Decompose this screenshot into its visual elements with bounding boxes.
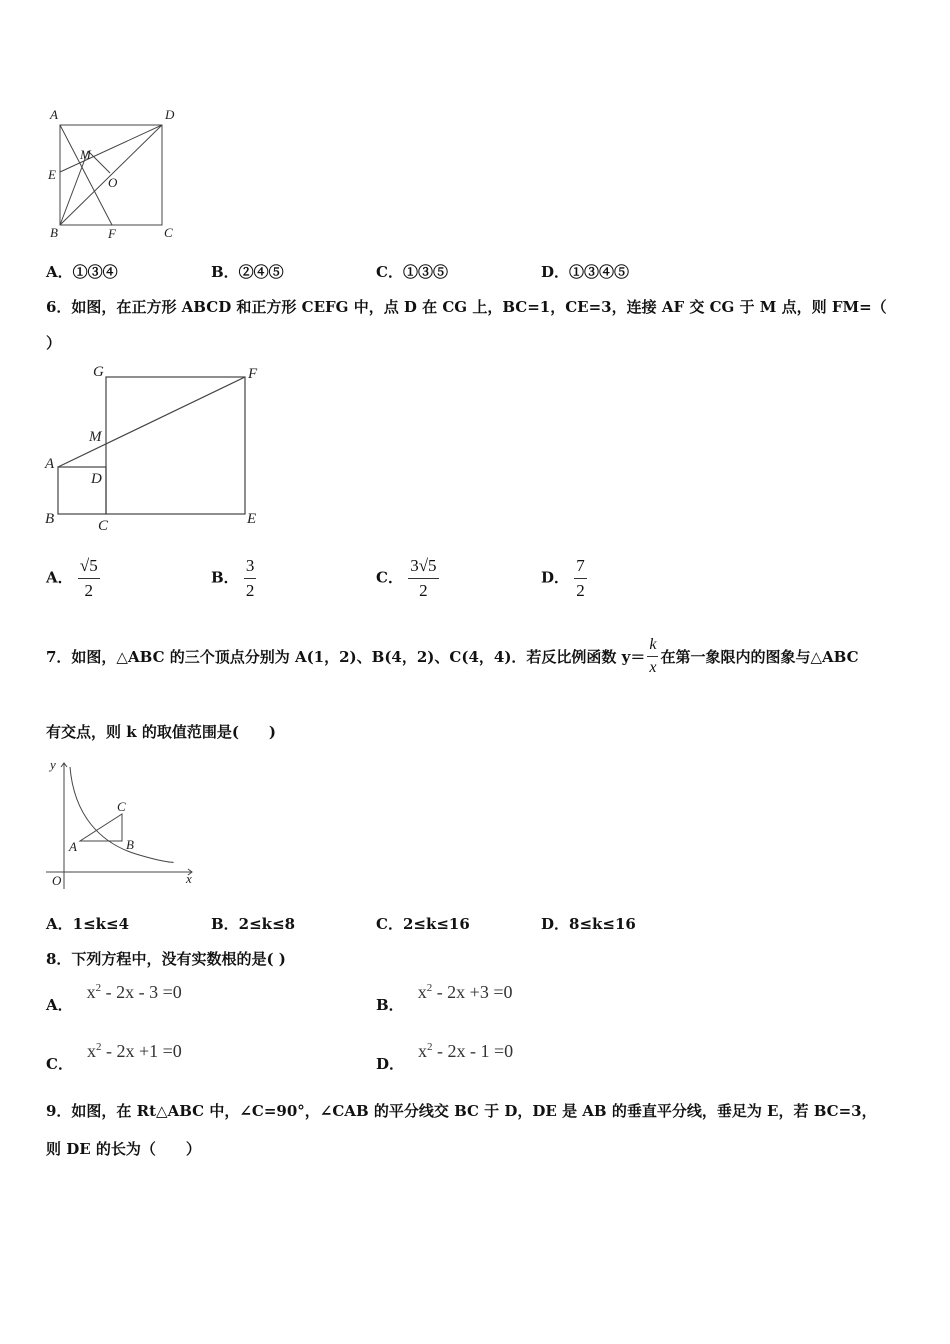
q6-figure bbox=[40, 360, 270, 535]
q6-option-c-den: 2 bbox=[419, 581, 428, 600]
q7-label-c: C bbox=[117, 799, 126, 814]
q8-b-rest: - 2x +3 =0 bbox=[432, 982, 513, 1002]
q6-label-b: B bbox=[45, 511, 55, 527]
q8-option-b-equation bbox=[418, 982, 513, 1003]
q5-label-m: M bbox=[80, 147, 91, 162]
q8-option-d-equation bbox=[418, 1041, 513, 1062]
q5-label-b: B bbox=[50, 225, 58, 240]
q5-option-a[interactable]: A．①③④ bbox=[46, 263, 118, 281]
q6-label-c: C bbox=[98, 518, 109, 534]
q5-option-d[interactable]: D．①③④⑤ bbox=[541, 263, 630, 281]
q8-option-b[interactable] bbox=[376, 982, 512, 1015]
q6-square-cefg bbox=[106, 377, 245, 514]
q8-c-exp: 2 bbox=[95, 1041, 102, 1053]
q7-label-y: y bbox=[50, 757, 56, 772]
q6-label-d: D bbox=[91, 471, 102, 487]
q6-option-c-num: 3√5 bbox=[408, 556, 438, 579]
q6-option-d-fraction bbox=[574, 556, 587, 601]
q7-label-b: B bbox=[126, 837, 134, 852]
q7-figure bbox=[40, 755, 200, 895]
q5-label-f: F bbox=[108, 226, 116, 241]
q7-option-d[interactable]: D．8≤k≤16 bbox=[541, 915, 636, 933]
q8-b-exp: 2 bbox=[426, 982, 433, 994]
q6-label-f: F bbox=[248, 366, 258, 382]
q8-stem: 8．下列方程中，没有实数根的是( ) bbox=[46, 950, 286, 968]
q6-stem-line2: ） bbox=[46, 334, 62, 352]
q6-label-a: A bbox=[45, 456, 55, 472]
q8-b-x: x bbox=[417, 982, 427, 1002]
q6-label-e: E bbox=[247, 511, 257, 527]
q6-label-m: M bbox=[89, 429, 102, 445]
q6-line-af bbox=[58, 377, 245, 467]
q7-label-x: x bbox=[186, 871, 192, 886]
q7-fraction-k-over-x bbox=[647, 636, 658, 677]
q5-label-a: A bbox=[50, 107, 58, 122]
q5-label-c: C bbox=[164, 225, 173, 240]
q8-option-a[interactable] bbox=[46, 982, 182, 1015]
q8-c-x: x bbox=[86, 1041, 96, 1061]
q6-option-a[interactable] bbox=[46, 556, 100, 601]
q7-frac-den: x bbox=[649, 659, 657, 676]
q7-stem-line1 bbox=[46, 636, 859, 677]
q7-stem-post: 在第一象限内的图象与△ABC bbox=[660, 648, 859, 666]
q6-option-b-num: 3 bbox=[244, 556, 257, 579]
q6-option-d-letter: D． bbox=[541, 568, 570, 587]
q8-c-rest: - 2x +1 =0 bbox=[101, 1041, 182, 1061]
q5-figure bbox=[40, 105, 185, 245]
q6-option-c[interactable] bbox=[376, 556, 439, 601]
q7-option-b[interactable]: B．2≤k≤8 bbox=[211, 915, 296, 933]
q6-option-a-num: √5 bbox=[78, 556, 100, 579]
q6-option-a-letter: A． bbox=[46, 568, 73, 587]
q6-option-a-fraction bbox=[78, 556, 100, 601]
q8-option-a-equation bbox=[87, 982, 182, 1003]
q6-stem-line1: 6．如图，在正方形 ABCD 和正方形 CEFG 中，点 D 在 CG 上，BC=1，CE=3，连接 AF 交 CG 于 M 点，则 FM=（ bbox=[46, 298, 887, 316]
q8-a-x: x bbox=[86, 982, 96, 1002]
q7-option-a[interactable]: A．1≤k≤4 bbox=[46, 915, 130, 933]
q7-stem-line2: 有交点，则 k 的取值范围是( ) bbox=[46, 723, 277, 741]
q5-label-e: E bbox=[48, 167, 56, 182]
q8-d-x: x bbox=[418, 1041, 428, 1061]
q8-a-exp: 2 bbox=[95, 982, 102, 994]
q8-option-a-letter: A． bbox=[46, 996, 73, 1014]
q8-a-rest: - 2x - 3 =0 bbox=[101, 982, 182, 1002]
q7-stem-pre: 7．如图，△ABC 的三个顶点分别为 A(1，2)、B(4，2)、C(4，4)．若反比例函数 y＝ bbox=[46, 648, 646, 666]
q9-stem-line2: 则 DE 的长为（ ） bbox=[46, 1140, 201, 1158]
q6-option-b-fraction bbox=[244, 556, 257, 601]
q6-option-d-num: 7 bbox=[574, 556, 587, 579]
q6-option-b[interactable] bbox=[211, 556, 256, 601]
q8-option-c[interactable] bbox=[46, 1041, 182, 1074]
q6-option-b-den: 2 bbox=[245, 581, 255, 600]
q8-option-c-equation bbox=[87, 1041, 182, 1062]
q6-option-c-letter: C． bbox=[376, 568, 403, 587]
q5-label-d: D bbox=[165, 107, 175, 122]
q5-label-o: O bbox=[108, 175, 118, 190]
q6-option-d[interactable] bbox=[541, 556, 587, 601]
q7-option-c[interactable]: C．2≤k≤16 bbox=[376, 915, 470, 933]
q8-option-b-letter: B． bbox=[376, 996, 404, 1014]
q8-d-rest: - 2x - 1 =0 bbox=[432, 1041, 514, 1061]
q6-option-c-fraction bbox=[408, 556, 438, 601]
q6-option-a-den: 2 bbox=[84, 581, 94, 600]
q7-label-o: O bbox=[52, 873, 62, 888]
q5-line-af bbox=[60, 125, 112, 225]
q6-label-g: G bbox=[93, 364, 104, 380]
q5-line-bm bbox=[60, 151, 88, 225]
q7-label-a: A bbox=[69, 839, 77, 854]
q8-option-c-letter: C． bbox=[46, 1055, 73, 1073]
q7-frac-num: k bbox=[647, 636, 658, 657]
q8-option-d[interactable] bbox=[376, 1041, 513, 1074]
q5-option-c[interactable]: C．①③⑤ bbox=[376, 263, 448, 281]
q5-line-ed bbox=[60, 125, 162, 172]
q8-d-exp: 2 bbox=[427, 1041, 433, 1053]
q6-option-b-letter: B． bbox=[211, 568, 239, 587]
q8-option-d-letter: D． bbox=[376, 1055, 405, 1073]
q9-stem-line1: 9．如图，在 Rt△ABC 中，∠C=90°，∠CAB 的平分线交 BC 于 D，DE 是 AB 的垂直平分线，垂足为 E，若 BC=3， bbox=[46, 1102, 877, 1120]
q6-option-d-den: 2 bbox=[576, 581, 585, 600]
q5-option-b[interactable]: B．②④⑤ bbox=[211, 263, 284, 281]
